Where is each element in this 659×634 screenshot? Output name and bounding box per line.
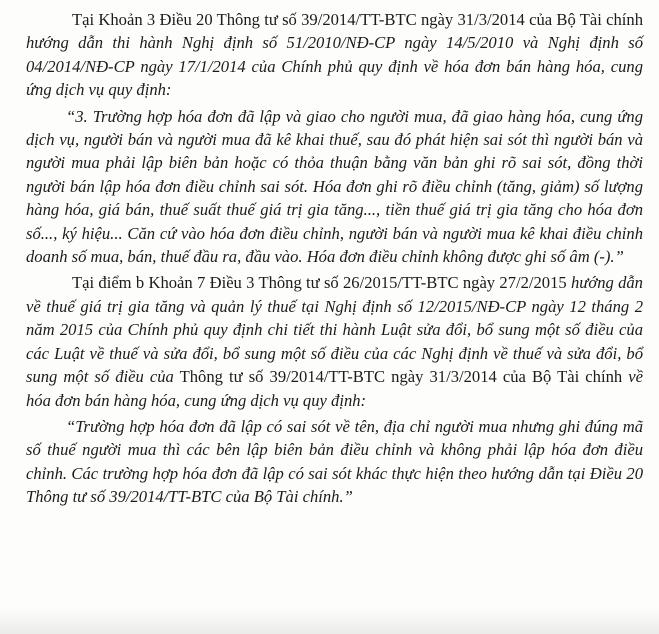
paragraph-circular-26	[26, 271, 643, 411]
paragraph-1-rest: hướng dẫn thi hành Nghị định số 51/2010/NĐ-CP ngày 14/5/2010 và Nghị định số 04/2014/NĐ-CP ngày 17/1/2014 của Chính phủ quy định về hóa đơn bán hàng hóa, cung ứng dịch vụ quy định:	[26, 33, 643, 100]
scan-bottom-shadow	[0, 608, 659, 634]
paragraph-2-mid: Thông tư số 39/2014/TT-BTC ngày 31/3/2014 của Bộ Tài chính	[173, 367, 623, 387]
paragraph-2-part-b: về hóa đơn bán hàng hóa, cung ứng dịch vụ quy định:	[26, 367, 643, 410]
paragraph-1-lead: Tại Khoản 3 Điều 20 Thông tư số 39/2014/TT-BTC ngày 31/3/2014 của Bộ Tài chính	[72, 10, 643, 29]
quote-invoice-errors: “Trường hợp hóa đơn đã lập có sai sót về tên, địa chỉ người mua nhưng ghi đúng mã số thuế người mua thì các bên lập biên bản điều chỉnh và không phải lập hóa đơn điều chỉnh. Các trường hợp hóa đơn đã lập có sai sót khác thực hiện theo hướng dẫn tại Điều 20 Thông tư số 39/2014/TT-BTC của Bộ Tài chính.”	[26, 416, 643, 507]
paragraph-2-lead: Tại điểm b Khoản 7 Điều 3 Thông tư số 26/2015/TT-BTC ngày 27/2/2015	[72, 273, 567, 293]
paragraph-circular-39	[26, 8, 643, 102]
document-body	[26, 8, 643, 512]
paragraph-2-part-a: hướng dẫn về thuế giá trị gia tăng và quản lý thuế tại Nghị định số 12/2015/NĐ-CP ngày 12 tháng 2 năm 2015 của Chính phủ quy định chi tiết thi hành Luật sửa đổi, bổ sung một số điều của các Luật về thuế và sửa đổi, bổ sung một số điều của các Nghị định về thuế và sửa đổi, bổ sung một số điều của	[26, 273, 643, 387]
quote-clause-3: “3. Trường hợp hóa đơn đã lập và giao cho người mua, đã giao hàng hóa, cung ứng dịch vụ, người bán và người mua đã kê khai thuế, sau đó phát hiện sai sót thì người bán và người mua phải lập biên bản hoặc có thỏa thuận bằng văn bản ghi rõ sai sót, đồng thời người bán lập hóa đơn điều chỉnh sai sót. Hóa đơn ghi rõ điều chỉnh (tăng, giảm) số lượng hàng hóa, giá bán, thuế suất thuế giá trị gia tăng..., tiền thuế giá trị gia tăng cho hóa đơn số..., ký hiệu... Căn cứ vào hóa đơn điều chỉnh, người bán và người mua kê khai điều chỉnh doanh số mua, bán, thuế đầu ra, đầu vào. Hóa đơn điều chỉnh không được ghi số âm (-).”	[26, 106, 643, 267]
